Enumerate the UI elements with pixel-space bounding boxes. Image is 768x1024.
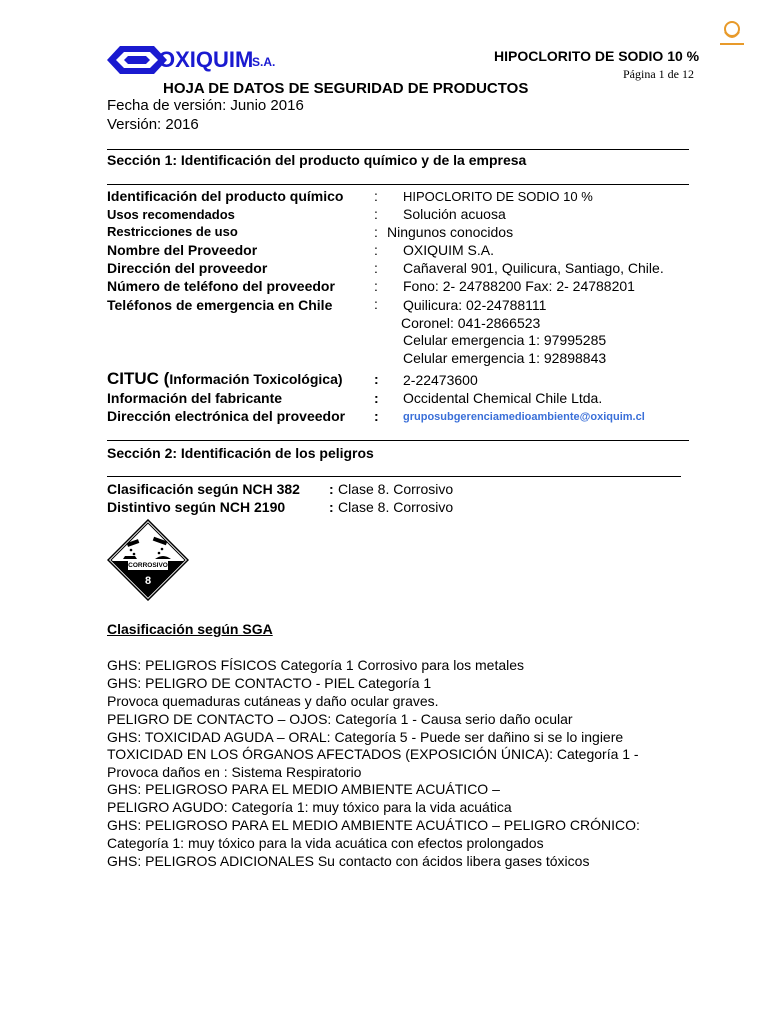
nch382-colon: : (329, 481, 334, 497)
sga-line: GHS: TOXICIDAD AGUDA – ORAL: Categoría 5 - Puede ser dañino si se lo ingiere (107, 729, 624, 745)
row-label: Usos recomendados (107, 207, 235, 222)
sga-line: Provoca quemaduras cutáneas y daño ocular graves. (107, 693, 439, 709)
sga-line: GHS: PELIGROS FÍSICOS Categoría 1 Corrosivo para los metales (107, 657, 525, 673)
corrosive-placard-icon (107, 519, 189, 601)
manufacturer-label: Información del fabricante (107, 390, 283, 406)
row-colon: : (374, 206, 378, 222)
divider (107, 476, 681, 477)
row-label: Identificación del producto químico (107, 188, 344, 204)
row-colon: : (374, 260, 378, 276)
nch382-label: Clasificación según NCH 382 (107, 481, 300, 497)
nch2190-label: Distintivo según NCH 2190 (107, 499, 286, 515)
emergency-phone: Coronel: 041-2866523 (401, 315, 541, 331)
corrosive-placard (107, 519, 189, 601)
company-seal-icon (712, 18, 752, 50)
row-label: Teléfonos de emergencia en Chile (107, 297, 333, 313)
row-value: HIPOCLORITO DE SODIO 10 % (403, 189, 593, 204)
row-value: Fono: 2- 24788200 Fax: 2- 24788201 (403, 278, 635, 294)
logo-suffix: S.A. (252, 55, 276, 69)
sga-line: Provoca daños en : Sistema Respiratorio (107, 764, 362, 780)
sga-line: GHS: PELIGRO DE CONTACTO - PIEL Categoría 1 (107, 675, 432, 691)
divider (107, 184, 689, 185)
version: Versión: 2016 (107, 116, 199, 133)
sga-title: Clasificación según SGA (107, 621, 273, 637)
cituc-label-rest: Información Toxicológica) (169, 371, 343, 387)
logo-text: OXIQUIM (158, 47, 254, 72)
row-value: Cañaveral 901, Quilicura, Santiago, Chile. (403, 260, 664, 276)
cituc-colon: : (374, 371, 379, 387)
nch2190-value: Clase 8. Corrosivo (338, 499, 454, 515)
section1-title: Sección 1: Identificación del producto químico y de la empresa (107, 152, 527, 168)
header-product-name: HIPOCLORITO DE SODIO 10 % (494, 48, 700, 64)
row-value: Quilicura: 02-24788111 (403, 297, 547, 313)
document-title: HOJA DE DATOS DE SEGURIDAD DE PRODUCTOS (163, 80, 529, 97)
sga-line: GHS: PELIGROSO PARA EL MEDIO AMBIENTE ACUÁTICO – PELIGRO CRÓNICO: (107, 817, 640, 833)
sga-line: PELIGRO DE CONTACTO – OJOS: Categoría 1 - Causa serio daño ocular (107, 711, 573, 727)
emergency-phone: Celular emergencia 1: 97995285 (403, 332, 607, 348)
cituc-label-big: CITUC ( (107, 369, 170, 388)
row-value: OXIQUIM S.A. (403, 242, 495, 258)
row-label: Nombre del Proveedor (107, 242, 258, 258)
section2-title: Sección 2: Identificación de los peligros (107, 445, 374, 461)
nch2190-colon: : (329, 499, 334, 515)
sga-line: Categoría 1: muy tóxico para la vida acuática con efectos prolongados (107, 835, 544, 851)
page-number: Página 1 de 12 (623, 67, 694, 81)
cituc-label (107, 369, 343, 389)
nch382-value: Clase 8. Corrosivo (338, 481, 454, 497)
manufacturer-value: Occidental Chemical Chile Ltda. (403, 390, 603, 406)
sga-line: TOXICIDAD EN LOS ÓRGANOS AFECTADOS (EXPOSICIÓN ÚNICA): Categoría 1 - (107, 746, 639, 762)
emergency-phone: Celular emergencia 1: 92898843 (403, 350, 607, 366)
row-colon: : (374, 224, 378, 240)
row-colon: : (374, 188, 378, 204)
placard-label: CORROSIVO (128, 562, 168, 569)
row-colon: : (374, 278, 378, 294)
version-date: Fecha de versión: Junio 2016 (107, 97, 304, 114)
email-link[interactable]: gruposubgerenciamedioambiente@oxiquim.cl (403, 411, 645, 423)
cituc-value: 2-22473600 (403, 372, 478, 388)
row-colon: : (374, 296, 378, 312)
sga-line: GHS: PELIGROS ADICIONALES Su contacto con ácidos libera gases tóxicos (107, 853, 590, 869)
row-label: Número de teléfono del proveedor (107, 278, 335, 294)
row-value: Solución acuosa (403, 206, 506, 222)
row-value: Ningunos conocidos (387, 224, 514, 240)
email-label: Dirección electrónica del proveedor (107, 408, 346, 424)
manufacturer-colon: : (374, 390, 379, 406)
sga-line: PELIGRO AGUDO: Categoría 1: muy tóxico para la vida acuática (107, 799, 512, 815)
divider (107, 440, 689, 441)
placard-number: 8 (144, 575, 152, 587)
email-colon: : (374, 408, 379, 424)
row-label: Dirección del proveedor (107, 260, 268, 276)
divider (107, 149, 689, 150)
sga-line: GHS: PELIGROSO PARA EL MEDIO AMBIENTE ACUÁTICO – (107, 781, 500, 797)
row-colon: : (374, 242, 378, 258)
row-label: Restricciones de uso (107, 224, 238, 239)
